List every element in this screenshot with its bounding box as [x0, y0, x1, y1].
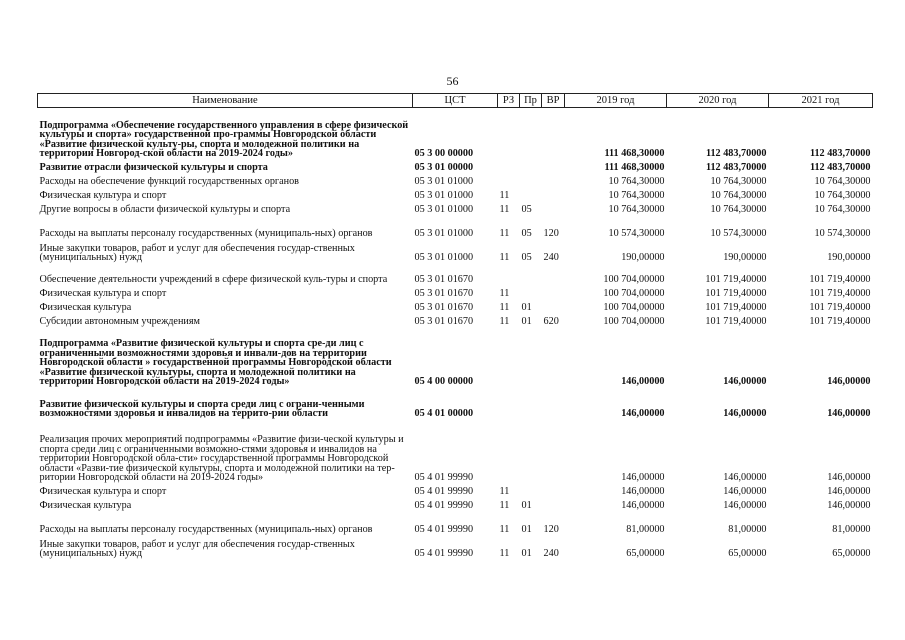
cell-rz — [498, 159, 520, 173]
table-header-row — [38, 94, 873, 108]
cell-vr — [542, 299, 565, 313]
table-body — [38, 108, 873, 559]
header-name: Наименование — [38, 94, 413, 108]
cell-2020: 10 764,30000 — [710, 176, 767, 187]
table-row — [38, 313, 873, 327]
cell-vr — [542, 159, 565, 173]
cell-pr: 01 — [521, 548, 532, 559]
header-pr: Пр — [520, 94, 542, 108]
cell-cst: 05 3 00 00000 — [414, 148, 474, 159]
cell-rz: 11 — [499, 288, 510, 299]
table-row — [38, 239, 873, 263]
cell-vr: 240 — [543, 252, 559, 263]
cell-cst: 05 3 01 00000 — [414, 162, 474, 173]
cell-rz: 11 — [499, 548, 510, 559]
cell-rz — [498, 419, 520, 483]
cell-2019: 10 574,30000 — [608, 228, 665, 239]
cell-name: Физическая культура — [39, 500, 132, 512]
cell-2021: 190,00000 — [827, 252, 871, 263]
budget-table — [37, 93, 873, 559]
cell-rz: 11 — [499, 228, 510, 239]
cell-cst: 05 4 00 00000 — [414, 376, 474, 387]
cell-vr: 240 — [543, 548, 559, 559]
cell-pr: 05 — [521, 252, 532, 263]
page-number: 56 — [446, 74, 459, 88]
cell-2021: 10 764,30000 — [814, 204, 871, 215]
cell-rz — [498, 327, 520, 387]
cell-2021: 146,00000 — [827, 376, 871, 387]
header-rz: РЗ — [498, 94, 520, 108]
cell-cst: 05 4 01 99990 — [414, 486, 474, 497]
cell-pr — [520, 159, 542, 173]
cell-rz: 11 — [499, 204, 510, 215]
cell-rz — [498, 263, 520, 285]
cell-cst: 05 3 01 01000 — [414, 228, 474, 239]
cell-rz — [498, 387, 520, 419]
cell-2019: 100 704,00000 — [603, 316, 665, 327]
table-row — [38, 201, 873, 215]
cell-rz: 11 — [499, 500, 510, 511]
cell-pr: 01 — [521, 524, 532, 535]
cell-2020: 101 719,40000 — [705, 288, 767, 299]
cell-2021: 146,00000 — [827, 486, 871, 497]
cell-vr — [542, 419, 565, 483]
cell-name: Расходы на обеспечение функций государственных органов — [39, 176, 299, 188]
cell-2020: 81,00000 — [728, 524, 767, 535]
cell-2019: 10 764,30000 — [608, 204, 665, 215]
cell-2019: 146,00000 — [621, 408, 665, 419]
cell-name: Подпрограмма «Обеспечение государственного управления в сфере физической культуры и спорта» государственной про-граммы Новгородской области «Развитие физической культу-ры, спорта и молодежной политики на территории Новгород-ской области на 2019-2024 годы» — [39, 119, 409, 160]
cell-cst: 05 3 01 01000 — [414, 190, 474, 201]
cell-2021: 10 764,30000 — [814, 190, 871, 201]
cell-2021: 146,00000 — [827, 408, 871, 419]
cell-vr — [542, 173, 565, 187]
cell-cst: 05 4 01 99990 — [414, 472, 474, 483]
cell-cst: 05 4 01 99990 — [414, 524, 474, 535]
cell-2020: 10 574,30000 — [710, 228, 767, 239]
cell-cst: 05 3 01 01670 — [414, 316, 474, 327]
cell-rz: 11 — [499, 316, 510, 327]
cell-name: Физическая культура — [39, 302, 132, 314]
cell-2019: 111 468,30000 — [604, 162, 665, 173]
cell-pr — [520, 419, 542, 483]
table-row — [38, 419, 873, 483]
cell-2019: 190,00000 — [621, 252, 665, 263]
cell-pr — [520, 387, 542, 419]
cell-pr: 05 — [521, 204, 532, 215]
cell-2020: 146,00000 — [723, 472, 767, 483]
cell-2021: 81,00000 — [832, 524, 871, 535]
cell-cst: 05 4 01 99990 — [414, 500, 474, 511]
cell-pr: 01 — [521, 316, 532, 327]
cell-2020: 146,00000 — [723, 376, 767, 387]
cell-name: Расходы на выплаты персоналу государственных (муниципаль-ных) органов — [39, 228, 373, 240]
header-2019: 2019 год — [565, 94, 667, 108]
cell-2020: 190,00000 — [723, 252, 767, 263]
cell-vr — [542, 108, 565, 159]
cell-2020: 10 764,30000 — [710, 190, 767, 201]
cell-vr — [542, 263, 565, 285]
cell-cst: 05 4 01 99990 — [414, 548, 474, 559]
cell-rz — [498, 173, 520, 187]
cell-name: Расходы на выплаты персоналу государственных (муниципаль-ных) органов — [39, 524, 373, 536]
cell-name: Физическая культура и спорт — [39, 288, 167, 300]
cell-2019: 146,00000 — [621, 500, 665, 511]
cell-rz: 11 — [499, 252, 510, 263]
cell-name: Субсидии автономным учреждениям — [39, 316, 200, 328]
cell-pr: 05 — [521, 228, 532, 239]
cell-vr — [542, 327, 565, 387]
cell-vr: 620 — [543, 316, 559, 327]
cell-rz: 11 — [499, 190, 510, 201]
cell-pr — [520, 108, 542, 159]
cell-2020: 101 719,40000 — [705, 316, 767, 327]
table-row — [38, 285, 873, 299]
cell-2019: 10 764,30000 — [608, 190, 665, 201]
cell-pr — [520, 327, 542, 387]
cell-name: Физическая культура и спорт — [39, 190, 167, 202]
cell-2019: 81,00000 — [626, 524, 665, 535]
cell-2019: 100 704,00000 — [603, 288, 665, 299]
cell-2020: 112 483,70000 — [705, 162, 767, 173]
cell-pr — [520, 187, 542, 201]
cell-2020: 101 719,40000 — [705, 302, 767, 313]
cell-name: Обеспечение деятельности учреждений в сфере физической куль-туры и спорта — [39, 274, 388, 286]
table-row — [38, 215, 873, 239]
table-row — [38, 483, 873, 497]
table-row — [38, 173, 873, 187]
cell-name: Развитие физической культуры и спорта среди лиц с ограни-ченными возможностями здоровья и инвалидов на террито-рии области — [39, 398, 365, 420]
table-row — [38, 159, 873, 173]
table-row — [38, 187, 873, 201]
table-row — [38, 299, 873, 313]
cell-rz: 11 — [499, 486, 510, 497]
cell-pr: 01 — [521, 302, 532, 313]
table-row — [38, 535, 873, 559]
header-cst: ЦСТ — [413, 94, 498, 108]
cell-2021: 101 719,40000 — [809, 302, 871, 313]
cell-cst: 05 3 01 01670 — [414, 288, 474, 299]
cell-2020: 112 483,70000 — [705, 148, 767, 159]
table-row — [38, 263, 873, 285]
cell-2019: 146,00000 — [621, 472, 665, 483]
cell-pr — [520, 263, 542, 285]
cell-2019: 10 764,30000 — [608, 176, 665, 187]
cell-2020: 146,00000 — [723, 408, 767, 419]
cell-name: Иные закупки товаров, работ и услуг для обеспечения государ-ственных (муниципальных) нужд — [39, 538, 355, 560]
cell-rz — [498, 108, 520, 159]
cell-rz: 11 — [499, 524, 510, 535]
cell-2020: 146,00000 — [723, 500, 767, 511]
cell-2019: 111 468,30000 — [604, 148, 665, 159]
cell-2019: 100 704,00000 — [603, 274, 665, 285]
cell-2020: 101 719,40000 — [705, 274, 767, 285]
table-row — [38, 387, 873, 419]
cell-2020: 146,00000 — [723, 486, 767, 497]
cell-2021: 146,00000 — [827, 500, 871, 511]
cell-vr: 120 — [543, 228, 559, 239]
cell-name: Реализация прочих мероприятий подпрограммы «Развитие физи-ческой культуры и спорта среди лиц с ограниченными возможно-стями здоровья и инвалидов на территории Новгородской обла-сти» государственной программы Новгородской области «Разви-тие физической культуры, спорта и молодежной политики на тер-ритории Новгородской области на 2019-2024 годы» — [39, 434, 404, 484]
cell-pr — [520, 173, 542, 187]
cell-2019: 146,00000 — [621, 486, 665, 497]
cell-cst: 05 3 01 01000 — [414, 252, 474, 263]
cell-cst: 05 4 01 00000 — [414, 408, 474, 419]
cell-name: Иные закупки товаров, работ и услуг для обеспечения государ-ственных (муниципальных) нужд — [39, 242, 355, 264]
cell-pr — [520, 483, 542, 497]
cell-2019: 65,00000 — [626, 548, 665, 559]
cell-cst: 05 3 01 01670 — [414, 302, 474, 313]
cell-name: Физическая культура и спорт — [39, 486, 167, 498]
cell-2020: 65,00000 — [728, 548, 767, 559]
cell-vr: 120 — [543, 524, 559, 535]
table-row — [38, 511, 873, 535]
cell-cst: 05 3 01 01000 — [414, 204, 474, 215]
table-row — [38, 108, 873, 159]
cell-2020: 10 764,30000 — [710, 204, 767, 215]
cell-vr — [542, 387, 565, 419]
cell-name: Другие вопросы в области физической культуры и спорта — [39, 204, 291, 216]
cell-pr — [520, 285, 542, 299]
cell-2019: 100 704,00000 — [603, 302, 665, 313]
cell-cst: 05 3 01 01670 — [414, 274, 474, 285]
table-row — [38, 327, 873, 387]
cell-2019: 146,00000 — [621, 376, 665, 387]
header-2021: 2021 год — [769, 94, 873, 108]
header-vr: ВР — [542, 94, 565, 108]
cell-2021: 101 719,40000 — [809, 316, 871, 327]
cell-2021: 101 719,40000 — [809, 288, 871, 299]
cell-2021: 146,00000 — [827, 472, 871, 483]
cell-vr — [542, 201, 565, 215]
cell-name: Развитие отрасли физической культуры и спорта — [39, 162, 268, 174]
cell-2021: 10 764,30000 — [814, 176, 871, 187]
cell-2021: 101 719,40000 — [809, 274, 871, 285]
cell-2021: 112 483,70000 — [809, 148, 871, 159]
cell-cst: 05 3 01 01000 — [414, 176, 474, 187]
header-2020: 2020 год — [667, 94, 769, 108]
cell-2021: 112 483,70000 — [809, 162, 871, 173]
cell-rz: 11 — [499, 302, 510, 313]
cell-vr — [542, 483, 565, 497]
cell-pr: 01 — [521, 500, 532, 511]
cell-name: Подпрограмма «Развитие физической культуры и спорта сре-ди лиц с ограниченными возможностями здоровья и инвали-дов на территории Новгородской области » государственной программы Новгородской области «Развитие физической культуры, спорта и молодежной политики на территории Новгородской области на 2019-2024 годы» — [39, 338, 392, 388]
cell-vr — [542, 285, 565, 299]
cell-2021: 10 574,30000 — [814, 228, 871, 239]
cell-2021: 65,00000 — [832, 548, 871, 559]
cell-vr — [542, 497, 565, 511]
cell-vr — [542, 187, 565, 201]
table-row — [38, 497, 873, 511]
